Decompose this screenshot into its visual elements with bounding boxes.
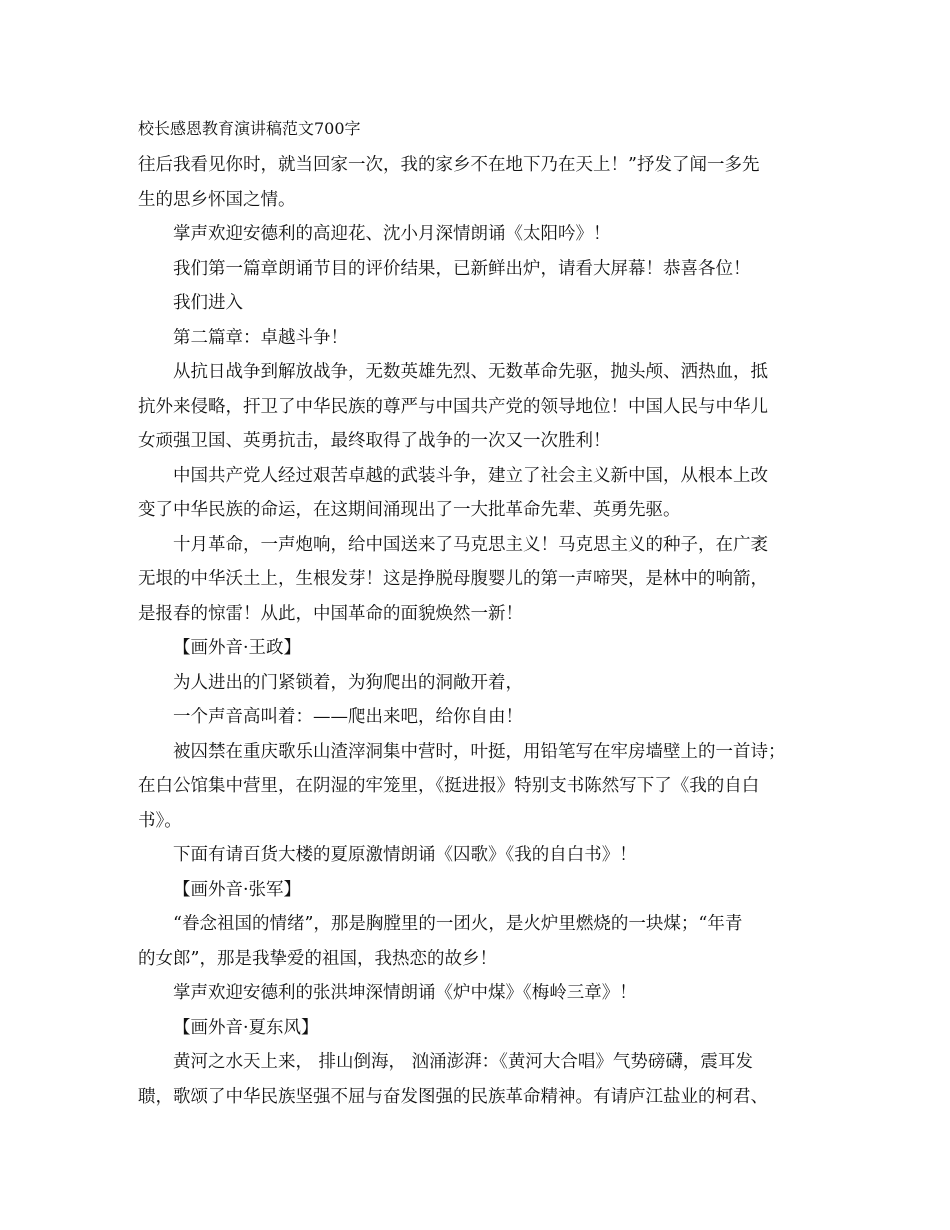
text-line: 【画外音·夏东风】	[173, 1017, 319, 1038]
text-line: 生的思乡怀国之情。	[138, 189, 296, 210]
text-line: “眷念祖国的情绪”，那是胸膛里的一团火，是火炉里燃烧的一块煤；“年青	[173, 914, 743, 934]
text-line: 是报春的惊雷！从此，中国革命的面貌焕然一新！	[138, 603, 523, 624]
text-line: 从抗日战争到解放战争，无数英雄先烈、无数革命先驱，抛头颅、洒热血，抵	[173, 362, 768, 382]
text-line: 中国共产党人经过艰苦卓越的武装斗争，建立了社会主义新中国，从根本上改	[173, 465, 768, 486]
text-line: 的女郎”，那是我挚爱的祖国，我热恋的故乡！	[138, 948, 497, 969]
text-line: 一个声音高叫着：——爬出来吧，给你自由！	[173, 707, 523, 727]
text-line: 【画外音·王政】	[173, 638, 302, 658]
document-title: 校长感恩教育演讲稿范文700字	[138, 119, 361, 138]
text-line: 为人进出的门紧锁着，为狗爬出的洞敞开着，	[173, 672, 523, 693]
text-line: 在白公馆集中营里，在阴湿的牢笼里，《挺进报》特别支书陈然写下了《我的自白	[138, 776, 760, 796]
text-line: 被囚禁在重庆歌乐山渣滓洞集中营时，叶挺，用铅笔写在牢房墙壁上的一首诗；	[173, 741, 786, 762]
text-line: 十月革命，一声炮响，给中国送来了马克思主义！马克思主义的种子，在广袤	[173, 534, 768, 555]
text-line: 下面有请百货大楼的夏原激情朗诵《囚歌》《我的自白书》！	[173, 845, 637, 865]
text-line: 无垠的中华沃土上，生根发芽！这是挣脱母腹婴儿的第一声啼哭，是林中的响箭，	[138, 569, 768, 589]
text-line: 掌声欢迎安德利的张洪坤深情朗诵《炉中煤》《梅岭三章》！	[173, 983, 637, 1003]
text-line: 聩，歌颂了中华民族坚强不屈与奋发图强的民族革命精神。有请庐江盐业的柯君、	[138, 1086, 768, 1107]
text-line: 女顽强卫国、英勇抗击，最终取得了战争的一次又一次胜利！	[138, 431, 611, 451]
text-line: 黄河之水天上来， 排山倒海， 汹涌澎湃：《黄河大合唱》气势磅礴，震耳发	[173, 1052, 753, 1072]
text-line: 我们进入	[173, 293, 243, 313]
text-line: 【画外音·张军】	[173, 879, 302, 900]
document-body	[138, 148, 818, 1114]
text-line: 往后我看见你时，就当回家一次，我的家乡不在地下乃在天上！”抒发了闻一多先	[138, 155, 760, 175]
text-line: 我们第一篇章朗诵节目的评价结果，已新鲜出炉，请看大屏幕！恭喜各位！	[173, 258, 751, 279]
text-line: 掌声欢迎安德利的高迎花、沈小月深情朗诵《太阳吟》！	[173, 224, 611, 244]
text-line: 第二篇章：卓越斗争！	[173, 327, 348, 348]
text-line: 变了中华民族的命运，在这期间涌现出了一大批革命先辈、英勇先驱。	[138, 500, 681, 520]
text-line: 书》。	[138, 810, 182, 831]
text-line: 抗外来侵略，扞卫了中华民族的尊严与中国共产党的领导地位！中国人民与中华儿	[138, 396, 768, 417]
